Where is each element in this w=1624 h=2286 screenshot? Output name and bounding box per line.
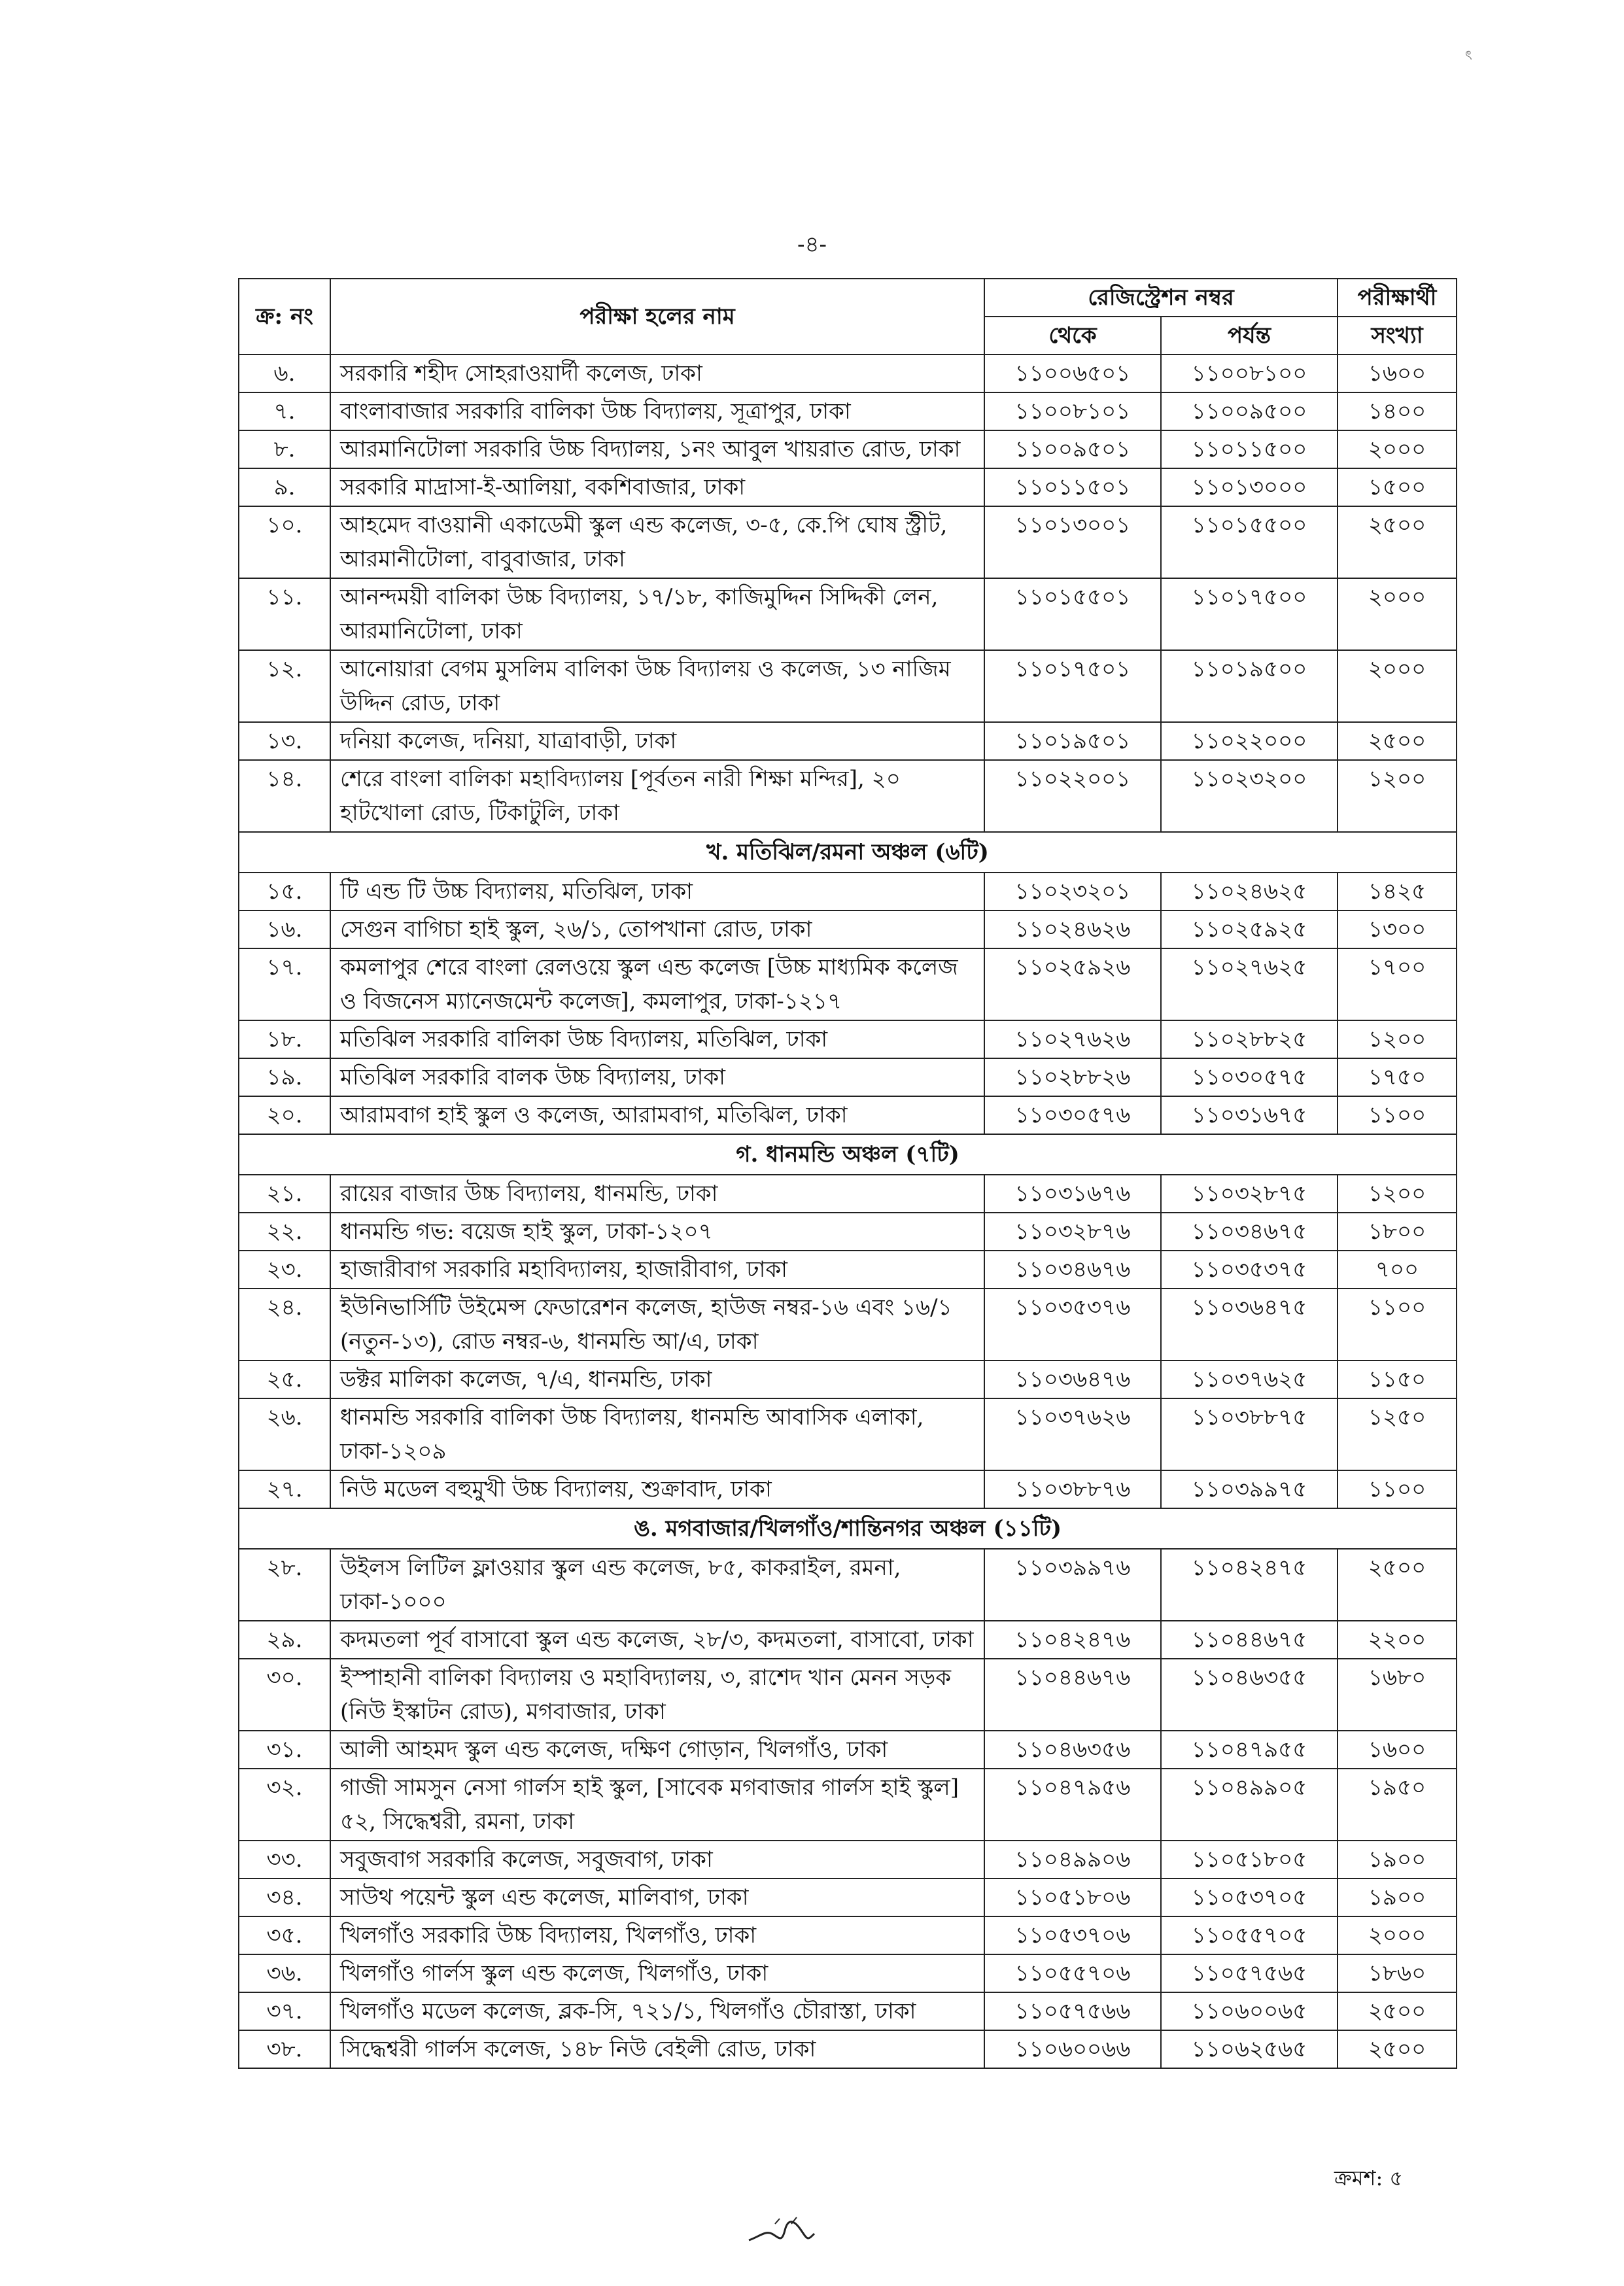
reg-to-cell: ১১০১১৫০০	[1161, 430, 1338, 468]
reg-from-cell: ১১০৩২৮৭৬	[984, 1213, 1161, 1251]
serial-cell: ২৭.	[239, 1470, 330, 1508]
reg-from-cell: ১১০৫১৮০৬	[984, 1879, 1161, 1916]
serial-cell: ১৭.	[239, 948, 330, 1020]
serial-cell: ৩৮.	[239, 2030, 330, 2068]
serial-cell: ২৮.	[239, 1549, 330, 1621]
reg-to-cell: ১১০৩১৬৭৫	[1161, 1096, 1338, 1134]
hall-name-cell: দনিয়া কলেজ, দনিয়া, যাত্রাবাড়ী, ঢাকা	[330, 722, 984, 760]
reg-from-cell: ১১০৩৬৪৭৬	[984, 1360, 1161, 1398]
reg-to-cell: ১১০৪৬৩৫৫	[1161, 1659, 1338, 1731]
hall-name-cell: ধানমন্ডি সরকারি বালিকা উচ্চ বিদ্যালয়, ধানমন্ডি আবাসিক এলাকা, ঢাকা-১২০৯	[330, 1398, 984, 1470]
table-header-row-1	[239, 279, 1457, 317]
header-reg-number: রেজিস্ট্রেশন নম্বর	[984, 279, 1338, 317]
hall-name-cell: সরকারি মাদ্রাসা-ই-আলিয়া, বকশিবাজার, ঢাকা	[330, 468, 984, 506]
table-row	[239, 1058, 1457, 1096]
table-row	[239, 1549, 1457, 1621]
hall-name-cell: খিলগাঁও গার্লস স্কুল এন্ড কলেজ, খিলগাঁও, ঢাকা	[330, 1954, 984, 1992]
reg-from-cell: ১১০৩৭৬২৬	[984, 1398, 1161, 1470]
hall-name-cell: নিউ মডেল বহুমুখী উচ্চ বিদ্যালয়, শুক্রাবাদ, ঢাকা	[330, 1470, 984, 1508]
examinee-count-cell: ১৬০০	[1338, 355, 1457, 392]
table-row	[239, 392, 1457, 430]
examinee-count-cell: ২০০০	[1338, 650, 1457, 722]
reg-to-cell: ১১০২৮৮২৫	[1161, 1020, 1338, 1058]
signature-image	[746, 2211, 818, 2250]
serial-cell: ২১.	[239, 1175, 330, 1213]
reg-from-cell: ১১০৪৭৯৫৬	[984, 1769, 1161, 1841]
hall-name-cell: গাজী সামসুন নেসা গার্লস হাই স্কুল, [সাবেক মগবাজার গার্লস হাই স্কুল] ৫২, সিদ্ধেশ্বরী, রমনা, ঢাকা	[330, 1769, 984, 1841]
table-row	[239, 1360, 1457, 1398]
hall-name-cell: ডক্টর মালিকা কলেজ, ৭/এ, ধানমন্ডি, ঢাকা	[330, 1360, 984, 1398]
reg-to-cell: ১১০৩২৮৭৫	[1161, 1175, 1338, 1213]
hall-name-cell: রায়ের বাজার উচ্চ বিদ্যালয়, ধানমন্ডি, ঢাকা	[330, 1175, 984, 1213]
reg-from-cell: ১১০১৫৫০১	[984, 578, 1161, 650]
serial-cell: ১৬.	[239, 910, 330, 948]
examinee-count-cell: ১৮০০	[1338, 1213, 1457, 1251]
examinee-count-cell: ১৯০০	[1338, 1879, 1457, 1916]
table-row	[239, 760, 1457, 832]
reg-to-cell: ১১০৫৭৫৬৫	[1161, 1954, 1338, 1992]
hall-name-cell: আহমেদ বাওয়ানী একাডেমী স্কুল এন্ড কলেজ, ৩-৫, কে.পি ঘোষ স্ট্রীট, আরমানীটোলা, বাবুবাজার, ঢাকা	[330, 506, 984, 578]
section-title: ঙ. মগবাজার/খিলগাঁও/শান্তিনগর অঞ্চল (১১টি)	[239, 1508, 1457, 1549]
hall-name-cell: ইস্পাহানী বালিকা বিদ্যালয় ও মহাবিদ্যালয়, ৩, রাশেদ খান মেনন সড়ক (নিউ ইস্কাটন রোড), মগবাজার, ঢাকা	[330, 1659, 984, 1731]
section-header-row	[239, 832, 1457, 873]
serial-cell: ২২.	[239, 1213, 330, 1251]
reg-from-cell: ১১০২৩২০১	[984, 873, 1161, 910]
reg-from-cell: ১১০৩৪৬৭৬	[984, 1251, 1161, 1289]
table-row	[239, 1621, 1457, 1659]
reg-from-cell: ১১০৩৮৮৭৬	[984, 1470, 1161, 1508]
reg-from-cell: ১১০৩৯৯৭৬	[984, 1549, 1161, 1621]
examinee-count-cell: ১৩০০	[1338, 910, 1457, 948]
reg-from-cell: ১১০৩৫৩৭৬	[984, 1289, 1161, 1360]
examinee-count-cell: ২৫০০	[1338, 1992, 1457, 2030]
examinee-count-cell: ১৬০০	[1338, 1731, 1457, 1769]
section-title: গ. ধানমন্ডি অঞ্চল (৭টি)	[239, 1134, 1457, 1175]
table-row	[239, 1841, 1457, 1879]
table-row	[239, 948, 1457, 1020]
serial-cell: ১০.	[239, 506, 330, 578]
continued-note: ক্রমশ: ৫	[1334, 2166, 1404, 2191]
examinee-count-cell: ১৯০০	[1338, 1841, 1457, 1879]
serial-cell: ৩৫.	[239, 1916, 330, 1954]
table-row	[239, 1731, 1457, 1769]
reg-to-cell: ১১০২৫৯২৫	[1161, 910, 1338, 948]
serial-cell: ১১.	[239, 578, 330, 650]
header-hall-name: পরীক্ষা হলের নাম	[330, 279, 984, 355]
serial-cell: ২৯.	[239, 1621, 330, 1659]
serial-cell: ১২.	[239, 650, 330, 722]
hall-name-cell: আরমানিটোলা সরকারি উচ্চ বিদ্যালয়, ১নং আবুল খায়রাত রোড, ঢাকা	[330, 430, 984, 468]
serial-cell: ৬.	[239, 355, 330, 392]
examinee-count-cell: ১৪০০	[1338, 392, 1457, 430]
serial-cell: ২৪.	[239, 1289, 330, 1360]
examinee-count-cell: ১২০০	[1338, 1175, 1457, 1213]
hall-name-cell: কমলাপুর শেরে বাংলা রেলওয়ে স্কুল এন্ড কলেজ [উচ্চ মাধ্যমিক কলেজ ও বিজনেস ম্যানেজমেন্ট কলেজ], কমলাপুর, ঢাকা-১২১৭	[330, 948, 984, 1020]
table-row	[239, 1213, 1457, 1251]
reg-from-cell: ১১০৫৭৫৬৬	[984, 1992, 1161, 2030]
header-serial: ক্র: নং	[239, 279, 330, 355]
table-row	[239, 1020, 1457, 1058]
reg-from-cell: ১১০৪৯৯০৬	[984, 1841, 1161, 1879]
header-from: থেকে	[984, 317, 1161, 355]
examinee-count-cell: ২৫০০	[1338, 2030, 1457, 2068]
table-row	[239, 650, 1457, 722]
examinee-count-cell: ১৪২৫	[1338, 873, 1457, 910]
reg-from-cell: ১১০৫৫৭০৬	[984, 1954, 1161, 1992]
exam-hall-table	[238, 278, 1457, 2069]
hall-name-cell: টি এন্ড টি উচ্চ বিদ্যালয়, মতিঝিল, ঢাকা	[330, 873, 984, 910]
serial-cell: ১৫.	[239, 873, 330, 910]
serial-cell: ৩২.	[239, 1769, 330, 1841]
reg-to-cell: ১১০০৮১০০	[1161, 355, 1338, 392]
reg-to-cell: ১১০৩৯৯৭৫	[1161, 1470, 1338, 1508]
reg-to-cell: ১১০৪৯৯০৫	[1161, 1769, 1338, 1841]
table-row	[239, 910, 1457, 948]
reg-from-cell: ১১০৩০৫৭৬	[984, 1096, 1161, 1134]
hall-name-cell: সরকারি শহীদ সোহরাওয়ার্দী কলেজ, ঢাকা	[330, 355, 984, 392]
reg-to-cell: ১১০২৪৬২৫	[1161, 873, 1338, 910]
hall-name-cell: কদমতলা পূর্ব বাসাবো স্কুল এন্ড কলেজ, ২৮/৩, কদমতলা, বাসাবো, ঢাকা	[330, 1621, 984, 1659]
reg-to-cell: ১১০৫৩৭০৫	[1161, 1879, 1338, 1916]
reg-from-cell: ১১০১৭৫০১	[984, 650, 1161, 722]
examinee-count-cell: ৭০০	[1338, 1251, 1457, 1289]
table-row	[239, 430, 1457, 468]
serial-cell: ৩৭.	[239, 1992, 330, 2030]
reg-from-cell: ১১০৪২৪৭৬	[984, 1621, 1161, 1659]
reg-from-cell: ১১০০৬৫০১	[984, 355, 1161, 392]
header-examinees-1: পরীক্ষার্থী	[1338, 279, 1457, 317]
section-header-row	[239, 1508, 1457, 1549]
reg-from-cell: ১১০২৫৯২৬	[984, 948, 1161, 1020]
reg-to-cell: ১১০৫৫৭০৫	[1161, 1916, 1338, 1954]
table-row	[239, 506, 1457, 578]
table-row	[239, 1992, 1457, 2030]
hall-name-cell: খিলগাঁও মডেল কলেজ, ব্লক-সি, ৭২১/১, খিলগাঁও চৌরাস্তা, ঢাকা	[330, 1992, 984, 2030]
hall-name-cell: বাংলাবাজার সরকারি বালিকা উচ্চ বিদ্যালয়, সূত্রাপুর, ঢাকা	[330, 392, 984, 430]
table-row	[239, 1769, 1457, 1841]
reg-from-cell: ১১০১৯৫০১	[984, 722, 1161, 760]
section-header-row	[239, 1134, 1457, 1175]
header-to: পর্যন্ত	[1161, 317, 1338, 355]
hall-name-cell: সেগুন বাগিচা হাই স্কুল, ২৬/১, তোপখানা রোড, ঢাকা	[330, 910, 984, 948]
examinee-count-cell: ২০০০	[1338, 430, 1457, 468]
reg-to-cell: ১১০২৩২০০	[1161, 760, 1338, 832]
reg-to-cell: ১১০২৭৬২৫	[1161, 948, 1338, 1020]
hall-name-cell: সিদ্ধেশ্বরী গার্লস কলেজ, ১৪৮ নিউ বেইলী রোড, ঢাকা	[330, 2030, 984, 2068]
examinee-count-cell: ১৯৫০	[1338, 1769, 1457, 1841]
corner-mark: ৎ	[1465, 47, 1472, 63]
examinee-count-cell: ১২০০	[1338, 1020, 1457, 1058]
examinee-count-cell: ২০০০	[1338, 578, 1457, 650]
hall-name-cell: হাজারীবাগ সরকারি মহাবিদ্যালয়, হাজারীবাগ, ঢাকা	[330, 1251, 984, 1289]
reg-to-cell: ১১০১৭৫০০	[1161, 578, 1338, 650]
reg-to-cell: ১১০৬২৫৬৫	[1161, 2030, 1338, 2068]
reg-to-cell: ১১০১৩০০০	[1161, 468, 1338, 506]
examinee-count-cell: ২২০০	[1338, 1621, 1457, 1659]
reg-to-cell: ১১০৩৫৩৭৫	[1161, 1251, 1338, 1289]
hall-name-cell: আরামবাগ হাই স্কুল ও কলেজ, আরামবাগ, মতিঝিল, ঢাকা	[330, 1096, 984, 1134]
reg-from-cell: ১১০৪৪৬৭৬	[984, 1659, 1161, 1731]
hall-name-cell: সবুজবাগ সরকারি কলেজ, সবুজবাগ, ঢাকা	[330, 1841, 984, 1879]
hall-name-cell: মতিঝিল সরকারি বালিকা উচ্চ বিদ্যালয়, মতিঝিল, ঢাকা	[330, 1020, 984, 1058]
reg-from-cell: ১১০৩১৬৭৬	[984, 1175, 1161, 1213]
reg-to-cell: ১১০৬০০৬৫	[1161, 1992, 1338, 2030]
serial-cell: ১৯.	[239, 1058, 330, 1096]
examinee-count-cell: ১১০০	[1338, 1470, 1457, 1508]
serial-cell: ২৩.	[239, 1251, 330, 1289]
table-row	[239, 1251, 1457, 1289]
hall-name-cell: মতিঝিল সরকারি বালক উচ্চ বিদ্যালয়, ঢাকা	[330, 1058, 984, 1096]
serial-cell: ৭.	[239, 392, 330, 430]
hall-name-cell: ইউনিভার্সিটি উইমেন্স ফেডারেশন কলেজ, হাউজ নম্বর-১৬ এবং ১৬/১ (নতুন-১৩), রোড নম্বর-৬, ধানমন্ডি আ/এ, ঢাকা	[330, 1289, 984, 1360]
table-row	[239, 578, 1457, 650]
reg-to-cell: ১১০২২০০০	[1161, 722, 1338, 760]
table-row	[239, 355, 1457, 392]
examinee-count-cell: ১১৫০	[1338, 1360, 1457, 1398]
hall-name-cell: খিলগাঁও সরকারি উচ্চ বিদ্যালয়, খিলগাঁও, ঢাকা	[330, 1916, 984, 1954]
serial-cell: ৩৬.	[239, 1954, 330, 1992]
hall-name-cell: আনোয়ারা বেগম মুসলিম বালিকা উচ্চ বিদ্যালয় ও কলেজ, ১৩ নাজিম উদ্দিন রোড, ঢাকা	[330, 650, 984, 722]
serial-cell: ১৮.	[239, 1020, 330, 1058]
hall-name-cell: সাউথ পয়েন্ট স্কুল এন্ড কলেজ, মালিবাগ, ঢাকা	[330, 1879, 984, 1916]
serial-cell: ২৬.	[239, 1398, 330, 1470]
examinee-count-cell: ১৫০০	[1338, 468, 1457, 506]
reg-from-cell: ১১০২৪৬২৬	[984, 910, 1161, 948]
hall-name-cell: আলী আহমদ স্কুল এন্ড কলেজ, দক্ষিণ গোড়ান, খিলগাঁও, ঢাকা	[330, 1731, 984, 1769]
reg-from-cell: ১১০০৮১০১	[984, 392, 1161, 430]
table-row	[239, 1175, 1457, 1213]
serial-cell: ২০.	[239, 1096, 330, 1134]
examinee-count-cell: ১৬৮০	[1338, 1659, 1457, 1731]
table-row	[239, 1470, 1457, 1508]
serial-cell: ৩০.	[239, 1659, 330, 1731]
hall-name-cell: ধানমন্ডি গভ: বয়েজ হাই স্কুল, ঢাকা-১২০৭	[330, 1213, 984, 1251]
reg-to-cell: ১১০১৯৫০০	[1161, 650, 1338, 722]
examinee-count-cell: ১২৫০	[1338, 1398, 1457, 1470]
serial-cell: ৩১.	[239, 1731, 330, 1769]
table-row	[239, 1659, 1457, 1731]
reg-from-cell: ১১০২৮৮২৬	[984, 1058, 1161, 1096]
hall-name-cell: শেরে বাংলা বালিকা মহাবিদ্যালয় [পূর্বতন নারী শিক্ষা মন্দির], ২০ হাটখোলা রোড, টিকাটুলি, ঢাকা	[330, 760, 984, 832]
serial-cell: ৮.	[239, 430, 330, 468]
serial-cell: ২৫.	[239, 1360, 330, 1398]
table-row	[239, 468, 1457, 506]
reg-to-cell: ১১০৩০৫৭৫	[1161, 1058, 1338, 1096]
header-examinees-2: সংখ্যা	[1338, 317, 1457, 355]
page-number: -৪-	[797, 232, 827, 258]
examinee-count-cell: ১২০০	[1338, 760, 1457, 832]
table-row	[239, 1289, 1457, 1360]
table-row	[239, 2030, 1457, 2068]
serial-cell: ৩৪.	[239, 1879, 330, 1916]
examinee-count-cell: ২০০০	[1338, 1916, 1457, 1954]
reg-to-cell: ১১০০৯৫০০	[1161, 392, 1338, 430]
reg-to-cell: ১১০৩৭৬২৫	[1161, 1360, 1338, 1398]
reg-to-cell: ১১০৩৪৬৭৫	[1161, 1213, 1338, 1251]
examinee-count-cell: ১১০০	[1338, 1289, 1457, 1360]
hall-name-cell: আনন্দময়ী বালিকা উচ্চ বিদ্যালয়, ১৭/১৮, কাজিমুদ্দিন সিদ্দিকী লেন, আরমানিটোলা, ঢাকা	[330, 578, 984, 650]
examinee-count-cell: ১৮৬০	[1338, 1954, 1457, 1992]
examinee-count-cell: ২৫০০	[1338, 1549, 1457, 1621]
table-row	[239, 1879, 1457, 1916]
reg-from-cell: ১১০৫৩৭০৬	[984, 1916, 1161, 1954]
serial-cell: ৯.	[239, 468, 330, 506]
table-row	[239, 722, 1457, 760]
reg-to-cell: ১১০৪২৪৭৫	[1161, 1549, 1338, 1621]
reg-from-cell: ১১০০৯৫০১	[984, 430, 1161, 468]
examinee-count-cell: ২৫০০	[1338, 506, 1457, 578]
reg-to-cell: ১১০৩৬৪৭৫	[1161, 1289, 1338, 1360]
section-title: খ. মতিঝিল/রমনা অঞ্চল (৬টি)	[239, 832, 1457, 873]
reg-from-cell: ১১০৪৬৩৫৬	[984, 1731, 1161, 1769]
examinee-count-cell: ১১০০	[1338, 1096, 1457, 1134]
table-row	[239, 873, 1457, 910]
reg-to-cell: ১১০১৫৫০০	[1161, 506, 1338, 578]
examinee-count-cell: ১৭০০	[1338, 948, 1457, 1020]
examinee-count-cell: ২৫০০	[1338, 722, 1457, 760]
reg-to-cell: ১১০৪৪৬৭৫	[1161, 1621, 1338, 1659]
serial-cell: ৩৩.	[239, 1841, 330, 1879]
reg-from-cell: ১১০৬০০৬৬	[984, 2030, 1161, 2068]
table-row	[239, 1398, 1457, 1470]
reg-from-cell: ১১০২২০০১	[984, 760, 1161, 832]
hall-name-cell: উইলস লিটিল ফ্লাওয়ার স্কুল এন্ড কলেজ, ৮৫, কাকরাইল, রমনা, ঢাকা-১০০০	[330, 1549, 984, 1621]
examinee-count-cell: ১৭৫০	[1338, 1058, 1457, 1096]
table-row	[239, 1916, 1457, 1954]
table-body	[239, 355, 1457, 2068]
reg-from-cell: ১১০১১৫০১	[984, 468, 1161, 506]
serial-cell: ১৩.	[239, 722, 330, 760]
serial-cell: ১৪.	[239, 760, 330, 832]
reg-from-cell: ১১০২৭৬২৬	[984, 1020, 1161, 1058]
reg-to-cell: ১১০৩৮৮৭৫	[1161, 1398, 1338, 1470]
table-row	[239, 1954, 1457, 1992]
reg-to-cell: ১১০৫১৮০৫	[1161, 1841, 1338, 1879]
reg-to-cell: ১১০৪৭৯৫৫	[1161, 1731, 1338, 1769]
table-row	[239, 1096, 1457, 1134]
reg-from-cell: ১১০১৩০০১	[984, 506, 1161, 578]
